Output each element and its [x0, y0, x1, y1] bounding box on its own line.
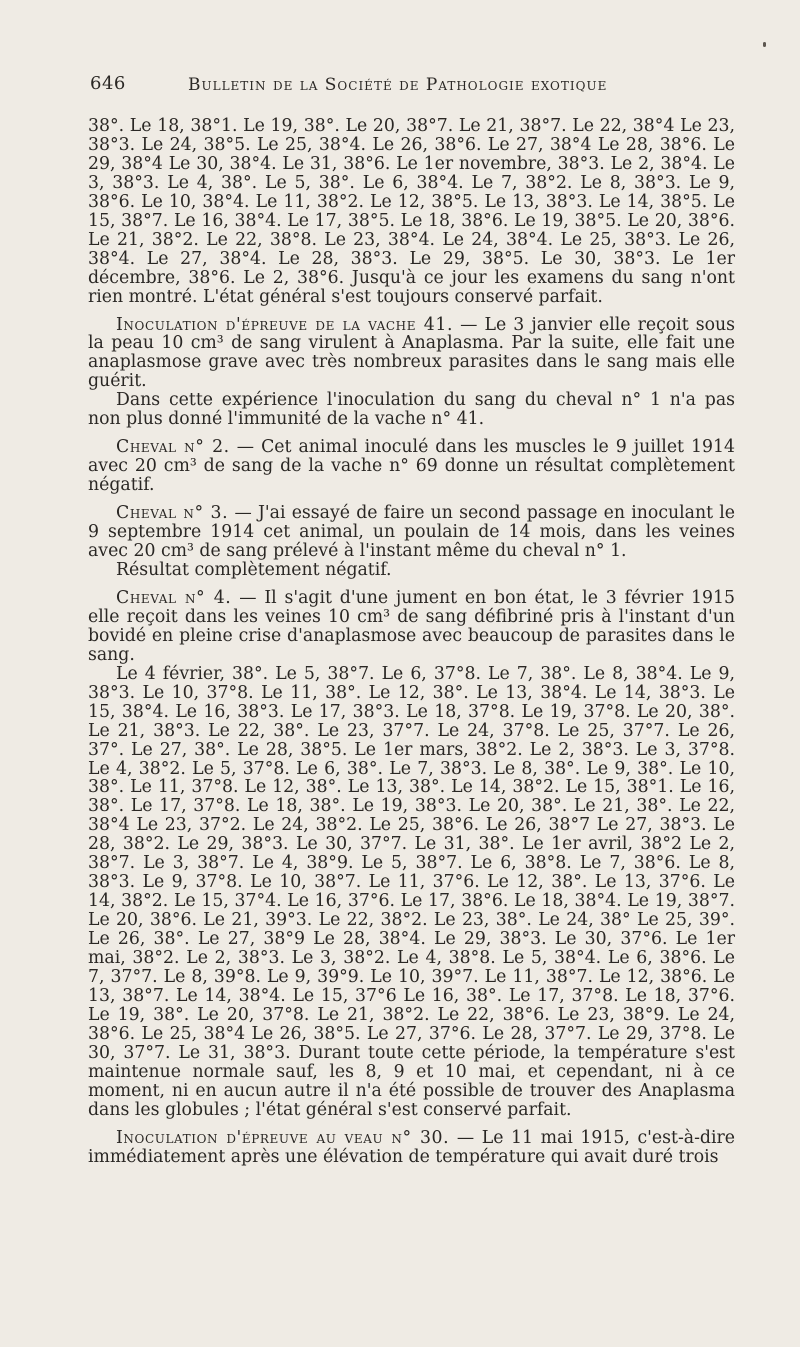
paragraph-result-negative — [88, 561, 735, 580]
paragraph-inoculation-veau-30 — [88, 1129, 735, 1167]
section-lead: Inoculation d'épreuve de la vache 41. — [116, 314, 454, 335]
section-lead: Cheval n° 4. — [116, 587, 232, 608]
paragraph-text: Dans cette expérience l'inoculation du sang du cheval n° 1 n'a pas non plus donné l'immunité de la vache n° 41. — [88, 390, 735, 430]
paragraph-cheval-3 — [88, 504, 735, 561]
page-number: 646 — [90, 73, 126, 94]
running-head — [90, 73, 710, 103]
section-lead: Cheval n° 3. — [116, 503, 229, 524]
body-text — [88, 117, 735, 1167]
section-lead: Cheval n° 2. — [116, 437, 230, 458]
paragraph-temperature-record-2 — [88, 665, 735, 1120]
paragraph-cheval-4 — [88, 589, 735, 665]
paragraph-immunity-note — [88, 391, 735, 429]
paragraph-text: — Le 11 mai 1915, c'est-à-dire immédiatement après une élévation de température qui avait duré trois — [88, 1127, 736, 1167]
paragraph-inoculation-vache-41 — [88, 316, 735, 392]
paragraph-text: 38°. Le 18, 38°1. Le 19, 38°. Le 20, 38°7. Le 21, 38°7. Le 22, 38°4 Le 23, 38°3. Le 24, 38°5. Le 25, 38°4. Le 26, 38°6. Le 27, 38°4 Le 28, 38°6. Le 29, 38°4 Le 30, 38°4. Le 31, 38°6. Le 1er novembre, 38°3. Le 2, 38°4. Le 3, 38°3. Le 4, 38°. Le 5, 38°. Le 6, 38°4. Le 7, 38°2. Le 8, 38°3. Le 9, 38°6. Le 10, 38°4. Le 11, 38°2. Le 12, 38°5. Le 13, 38°3. Le 14, 38°5. Le 15, 38°7. Le 16, 38°4. Le 17, 38°5. Le 18, 38°6. Le 19, 38°5. Le 20, 38°6. Le 21, 38°2. Le 22, 38°8. Le 23, 38°4. Le 24, 38°4. Le 25, 38°3. Le 26, 38°4. Le 27, 38°4. Le 28, 38°3. Le 29, 38°5. Le 30, 38°3. Le 1er décembre, 38°6. Le 2, 38°6. Jusqu'à ce jour les examens du sang n'ont rien montré. L'état général s'est toujours conservé parfait. — [88, 116, 735, 307]
print-speck — [763, 42, 766, 47]
paragraph-text: Résultat complètement négatif. — [116, 559, 392, 580]
paragraph-temperature-record-1 — [88, 117, 735, 307]
section-lead: Inoculation d'épreuve au veau n° 30. — [116, 1127, 450, 1148]
paragraph-cheval-2 — [88, 438, 735, 495]
paragraph-text: — J'ai essayé de faire un second passage en inoculant le 9 septembre 1914 cet animal, un poulain de 14 mois, dans les veines avec 20 cm³ de sang prélevé à l'instant même du cheval n° 1. — [88, 503, 736, 562]
paragraph-text: — Le 3 janvier elle reçoit sous la peau 10 cm³ de sang virulent à Anaplasma. Par la suite, elle fait une anaplasmose grave avec très nombreux parasites dans le sang mais elle guérit. — [88, 314, 735, 392]
paragraph-text: Le 4 février, 38°. Le 5, 38°7. Le 6, 37°8. Le 7, 38°. Le 8, 38°4. Le 9, 38°3. Le 10, 37°8. Le 11, 38°. Le 12, 38°. Le 13, 38°4. Le 14, 38°3. Le 15, 38°4. Le 16, 38°3. Le 17, 38°3. Le 18, 37°8. Le 19, 37°8. Le 20, 38°. Le 21, 38°3. Le 22, 38°. Le 23, 37°7. Le 24, 37°8. Le 25, 37°7. Le 26, 37°. Le 27, 38°. Le 28, 38°5. Le 1er mars, 38°2. Le 2, 38°3. Le 3, 37°8. Le 4, 38°2. Le 5, 37°8. Le 6, 38°. Le 7, 38°3. Le 8, 38°. Le 9, 38°. Le 10, 38°. Le 11, 37°8. Le 12, 38°. Le 13, 38°. Le 14, 38°2. Le 15, 38°1. Le 16, 38°. Le 17, 37°8. Le 18, 38°. Le 19, 38°3. Le 20, 38°. Le 21, 38°. Le 22, 38°4 Le 23, 37°2. Le 24, 38°2. Le 25, 38°6. Le 26, 38°7 Le 27, 38°3. Le 28, 38°2. Le 29, 38°3. Le 30, 37°7. Le 31, 38°. Le 1er avril, 38°2 Le 2, 38°7. Le 3, 38°7. Le 4, 38°9. Le 5, 38°7. Le 6, 38°8. Le 7, 38°6. Le 8, 38°3. Le 9, 37°8. Le 10, 38°7. Le 11, 37°6. Le 12, 38°. Le 13, 37°6. Le 14, 38°2. Le 15, 37°4. Le 16, 37°6. Le 17, 38°6. Le 18, 38°4. Le 19, 38°7. Le 20, 38°6. Le 21, 39°3. Le 22, 38°2. Le 23, 38°. Le 24, 38° Le 25, 39°. Le 26, 38°. Le 27, 38°9 Le 28, 38°4. Le 29, 38°3. Le 30, 37°6. Le 1er mai, 38°2. Le 2, 38°3. Le 3, 38°2. Le 4, 38°8. Le 5, 38°4. Le 6, 38°6. Le 7, 37°7. Le 8, 39°8. Le 9, 39°9. Le 10, 39°7. Le 11, 38°7. Le 12, 38°6. Le 13, 38°7. Le 14, 38°4. Le 15, 37°6 Le 16, 38°. Le 17, 37°8. Le 18, 37°6. Le 19, 38°. Le 20, 37°8. Le 21, 38°2. Le 22, 38°6. Le 23, 38°9. Le 24, 38°6. Le 25, 38°4 Le 26, 38°5. Le 27, 37°6. Le 28, 37°7. Le 29, 37°8. Le 30, 37°7. Le 31, 38°3. Durant toute cette période, la température s'est maintenue normale sauf, les 8, 9 et 10 mai, et cependant, ni à ce moment, ni en aucun autre il n'a été possible de trouver des Anaplasma dans les globules ; l'état général s'est conservé parfait. — [88, 663, 735, 1120]
paragraph-text: — Il s'agit d'une jument en bon état, le 3 février 1915 elle reçoit dans les veines 10 cm³ de sang défibriné pris à l'instant d'un bovidé en pleine crise d'anaplasmose avec beaucoup de parasites dans le sang. — [88, 587, 736, 665]
journal-title: Bulletin de la Société de Pathologie exotique — [188, 75, 608, 95]
paragraph-text: — Cet animal inoculé dans les muscles le 9 juillet 1914 avec 20 cm³ de sang de la vache n° 69 donne un résultat complètement négatif. — [88, 437, 735, 496]
